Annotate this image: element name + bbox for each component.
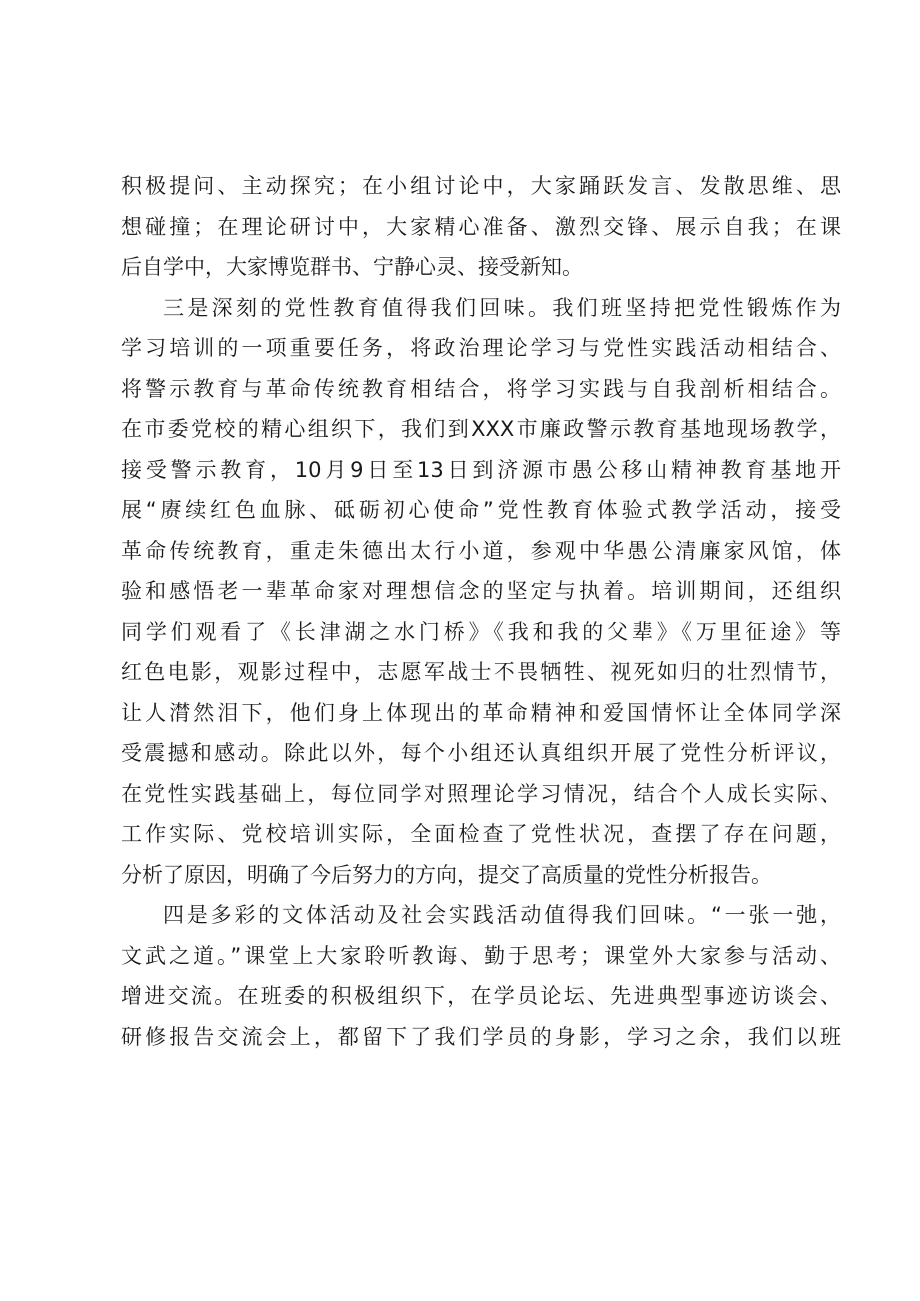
text-line: 后自学中，大家博览群书、宁静心灵、接受新知。 (121, 255, 583, 279)
text-line: 验和感悟老一辈革命家对理想信念的坚定与执着。培训期间，还组织 (121, 579, 841, 603)
text-line: 红色电影，观影过程中，志愿军战士不畏牺牲、视死如归的壮烈情节， (121, 660, 841, 684)
text-line: 同学们观看了《长津湖之水门桥》《我和我的父辈》《万里征途》等 (121, 619, 841, 644)
paragraph-start-line: 四是多彩的文体活动及社会实践活动值得我们回味。“一张一弛， (163, 903, 841, 927)
text-line: 分析了原因，明确了今后努力的方向，提交了高质量的党性分析报告。 (121, 862, 772, 887)
text-line: 增进交流。在班委的积极组织下，在学员论坛、先进典型事迹访谈会、 (121, 984, 841, 1008)
text-line: 在市委党校的精心组织下，我们到XXX市廉政警示教育基地现场教学， (121, 417, 841, 441)
paragraph-start-line: 三是深刻的党性教育值得我们回味。我们班坚持把党性锻炼作为 (163, 295, 841, 320)
text-line: 接受警示教育，10月9日至13日到济源市愚公移山精神教育基地开 (121, 457, 841, 482)
text-line: 研修报告交流会上，都留下了我们学员的身影，学习之余，我们以班 (121, 1024, 841, 1049)
text-line: 展“赓续红色血脉、砥砺初心使命”党性教育体验式教学活动，接受 (121, 498, 841, 522)
text-line: 想碰撞；在理论研讨中，大家精心准备、激烈交锋、展示自我；在课 (121, 214, 841, 239)
text-line: 革命传统教育，重走朱德出太行小道，参观中华愚公清廉家风馆，体 (121, 538, 841, 563)
text-line: 将警示教育与革命传统教育相结合，将学习实践与自我剖析相结合。 (121, 376, 841, 401)
body-text (121, 166, 841, 1057)
text-line: 工作实际、党校培训实际，全面检查了党性状况，查摆了存在问题， (121, 822, 841, 846)
text-line: 在党性实践基础上，每位同学对照理论学习情况，结合个人成长实际、 (121, 781, 841, 806)
text-line: 学习培训的一项重要任务，将政治理论学习与党性实践活动相结合、 (121, 336, 841, 360)
text-line: 受震撼和感动。除此以外，每个小组还认真组织开展了党性分析评议， (121, 741, 841, 765)
text-line: 积极提问、主动探究；在小组讨论中，大家踊跃发言、发散思维、思 (121, 174, 841, 198)
text-line: 让人潸然泪下，他们身上体现出的革命精神和爱国情怀让全体同学深 (121, 700, 841, 725)
text-line: 文武之道。”课堂上大家聆听教诲、勤于思考；课堂外大家参与活动、 (121, 943, 841, 968)
